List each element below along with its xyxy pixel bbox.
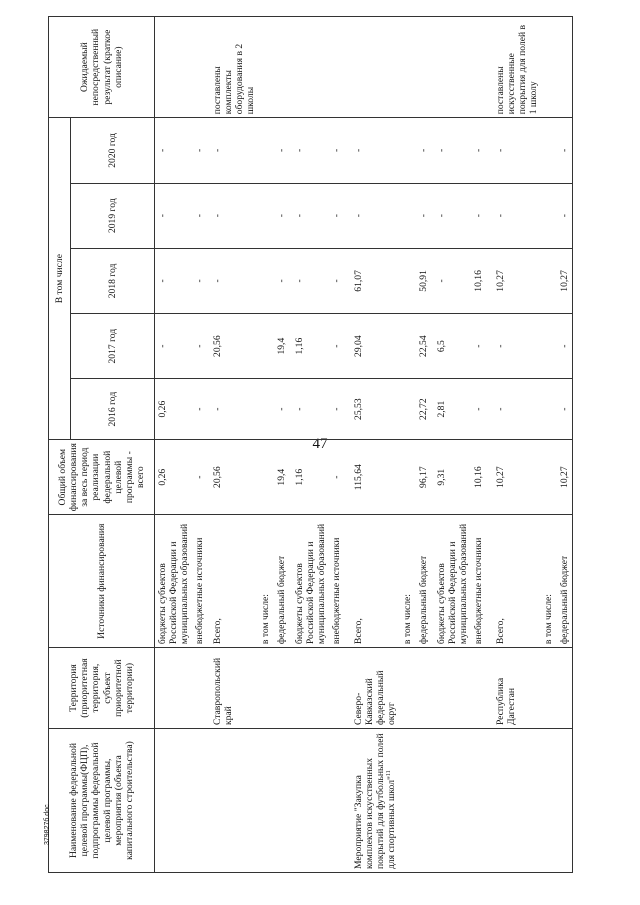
cell-total: 96,17: [416, 440, 434, 515]
cell-y2019: -: [557, 183, 573, 248]
cell-y2017: [258, 314, 274, 379]
cell-program: [416, 729, 434, 873]
table-row: [541, 17, 557, 873]
cell-y2018: [258, 248, 274, 313]
cell-total: 10,27: [557, 440, 573, 515]
header-2016: 2016 год: [71, 379, 155, 440]
cell-total: [258, 440, 274, 515]
cell-program: [541, 729, 557, 873]
cell-source: Всего,: [351, 515, 399, 648]
cell-y2020: -: [471, 118, 493, 183]
cell-y2020: [400, 118, 416, 183]
cell-territory: [155, 648, 193, 729]
cell-y2018: -: [210, 248, 258, 313]
footer-code: 379827б.doc: [44, 804, 51, 845]
cell-total: [400, 440, 416, 515]
cell-y2018: -: [155, 248, 193, 313]
table-row: [292, 17, 329, 873]
cell-source: федеральный бюджет: [557, 515, 573, 648]
cell-y2018: -: [274, 248, 292, 313]
cell-program: [471, 729, 493, 873]
cell-source: федеральный бюджет: [274, 515, 292, 648]
cell-y2016: -: [274, 379, 292, 440]
cell-y2016: [541, 379, 557, 440]
cell-y2018: -: [292, 248, 329, 313]
cell-result: поставлены комплекты оборудования в 2 школы: [210, 17, 258, 118]
cell-y2020: -: [155, 118, 193, 183]
cell-territory: [541, 648, 557, 729]
cell-territory: Северо-Кавказский федеральный округ: [351, 648, 399, 729]
table-row: [155, 17, 193, 873]
cell-source: в том числе:: [400, 515, 416, 648]
cell-result: поставлены искусственные покрытия для полей в 1 школу: [493, 17, 541, 118]
cell-territory: [434, 648, 471, 729]
cell-y2018: -: [192, 248, 210, 313]
cell-result: [192, 17, 210, 118]
cell-y2016: 0,26: [155, 379, 193, 440]
cell-territory: [471, 648, 493, 729]
cell-territory: [274, 648, 292, 729]
cell-y2017: -: [471, 314, 493, 379]
cell-y2016: -: [292, 379, 329, 440]
table-row: [471, 17, 493, 873]
cell-total: 20,56: [210, 440, 258, 515]
financing-table: [48, 16, 573, 873]
cell-y2017: -: [329, 314, 351, 379]
cell-y2020: -: [192, 118, 210, 183]
cell-total: [541, 440, 557, 515]
cell-total: 10,27: [493, 440, 541, 515]
cell-result: [434, 17, 471, 118]
cell-y2018: -: [434, 248, 471, 313]
table-row: [210, 17, 258, 873]
table-row: [274, 17, 292, 873]
cell-program: Мероприятие "Закупка комплектов искусственных покрытий для футбольных полей для спортивных школ"$^{11}$: [351, 729, 399, 873]
cell-y2020: [541, 118, 557, 183]
cell-y2016: -: [210, 379, 258, 440]
cell-y2019: [400, 183, 416, 248]
cell-y2019: -: [416, 183, 434, 248]
cell-program: [557, 729, 573, 873]
cell-y2016: -: [493, 379, 541, 440]
cell-y2019: -: [155, 183, 193, 248]
cell-program: [292, 729, 329, 873]
cell-y2019: -: [493, 183, 541, 248]
cell-y2019: [541, 183, 557, 248]
cell-territory: [258, 648, 274, 729]
table-row: [351, 17, 399, 873]
cell-territory: Республика Дагестан: [493, 648, 541, 729]
cell-y2020: -: [351, 118, 399, 183]
cell-total: 1,16: [292, 440, 329, 515]
cell-program: [155, 729, 193, 873]
cell-y2016: 2,81: [434, 379, 471, 440]
cell-result: [258, 17, 274, 118]
cell-y2017: [541, 314, 557, 379]
cell-y2020: [258, 118, 274, 183]
cell-source: внебюджетные источники: [471, 515, 493, 648]
cell-y2019: -: [192, 183, 210, 248]
cell-y2020: -: [329, 118, 351, 183]
cell-y2020: -: [274, 118, 292, 183]
cell-result: [416, 17, 434, 118]
cell-y2019: -: [210, 183, 258, 248]
cell-y2016: -: [192, 379, 210, 440]
cell-y2017: -: [155, 314, 193, 379]
cell-total: 0,26: [155, 440, 193, 515]
cell-y2017: -: [493, 314, 541, 379]
cell-y2017: 1,16: [292, 314, 329, 379]
cell-source: внебюджетные источники: [192, 515, 210, 648]
table-row: [416, 17, 434, 873]
cell-y2019: -: [434, 183, 471, 248]
header-source: Источники финансирования: [49, 515, 155, 648]
cell-y2018: -: [329, 248, 351, 313]
cell-y2017: 19,4: [274, 314, 292, 379]
cell-y2019: -: [351, 183, 399, 248]
cell-source: бюджеты субъектов Российской Федерации и муниципальных образований: [434, 515, 471, 648]
cell-result: [274, 17, 292, 118]
cell-y2017: 22,54: [416, 314, 434, 379]
cell-y2017: -: [192, 314, 210, 379]
cell-source: внебюджетные источники: [329, 515, 351, 648]
cell-territory: [192, 648, 210, 729]
cell-y2018: 50,91: [416, 248, 434, 313]
cell-y2020: -: [493, 118, 541, 183]
table-row: [329, 17, 351, 873]
cell-y2016: 22,72: [416, 379, 434, 440]
cell-result: [292, 17, 329, 118]
cell-result: [541, 17, 557, 118]
cell-source: Всего,: [493, 515, 541, 648]
cell-source: федеральный бюджет: [416, 515, 434, 648]
cell-y2016: 25,53: [351, 379, 399, 440]
cell-total: -: [329, 440, 351, 515]
cell-y2020: -: [557, 118, 573, 183]
cell-y2017: 29,04: [351, 314, 399, 379]
cell-total: 19,4: [274, 440, 292, 515]
cell-y2019: [258, 183, 274, 248]
cell-territory: [329, 648, 351, 729]
cell-y2020: -: [210, 118, 258, 183]
table-body: [155, 17, 573, 873]
cell-y2018: 10,27: [557, 248, 573, 313]
cell-source: в том числе:: [258, 515, 274, 648]
cell-territory: [292, 648, 329, 729]
cell-y2017: [400, 314, 416, 379]
cell-program: [493, 729, 541, 873]
cell-program: [434, 729, 471, 873]
table-row: [400, 17, 416, 873]
header-2018: 2018 год: [71, 248, 155, 313]
table-row: [192, 17, 210, 873]
footnote-marker: 11: [386, 770, 393, 777]
cell-result: [557, 17, 573, 118]
cell-result: [400, 17, 416, 118]
header-2017: 2017 год: [71, 314, 155, 379]
cell-y2020: -: [292, 118, 329, 183]
cell-program: [400, 729, 416, 873]
cell-result: [155, 17, 193, 118]
cell-program: [274, 729, 292, 873]
cell-y2020: -: [416, 118, 434, 183]
cell-source: в том числе:: [541, 515, 557, 648]
header-total: Общий объем финансирования за весь период реализации федеральной целевой программы - всего: [49, 440, 155, 515]
cell-result: [471, 17, 493, 118]
header-program: Наименование федеральной целевой программы(ФЦП), подпрограммы федеральной целевой программы, мероприятия (объекта капитального строительства): [49, 729, 155, 873]
cell-y2018: 10,27: [493, 248, 541, 313]
cell-territory: [400, 648, 416, 729]
cell-total: 115,64: [351, 440, 399, 515]
header-2020: 2020 год: [71, 118, 155, 183]
cell-y2020: -: [434, 118, 471, 183]
cell-y2018: [400, 248, 416, 313]
header-territory: Территория (приоритетная территория, субъект приоритетной территории): [49, 648, 155, 729]
cell-source: бюджеты субъектов Российской Федерации и муниципальных образований: [155, 515, 193, 648]
header-result: Ожидаемый непосредственный результат (краткое описание): [49, 17, 155, 118]
cell-program: [258, 729, 274, 873]
cell-program: [210, 729, 258, 873]
cell-y2017: 20,56: [210, 314, 258, 379]
cell-y2018: 10,16: [471, 248, 493, 313]
cell-program: [192, 729, 210, 873]
cell-source: бюджеты субъектов Российской Федерации и муниципальных образований: [292, 515, 329, 648]
page-number: 47: [312, 436, 328, 452]
table-row: [557, 17, 573, 873]
cell-y2017: -: [557, 314, 573, 379]
cell-y2016: -: [557, 379, 573, 440]
cell-result: [329, 17, 351, 118]
cell-y2017: 6,5: [434, 314, 471, 379]
cell-total: -: [192, 440, 210, 515]
table-row: [434, 17, 471, 873]
cell-territory: [557, 648, 573, 729]
table-row: [258, 17, 274, 873]
cell-total: 9,31: [434, 440, 471, 515]
cell-total: 10,16: [471, 440, 493, 515]
cell-y2016: [258, 379, 274, 440]
cell-y2016: [400, 379, 416, 440]
header-including: В том числе: [49, 118, 71, 440]
cell-territory: [416, 648, 434, 729]
cell-y2016: -: [471, 379, 493, 440]
cell-source: Всего,: [210, 515, 258, 648]
cell-y2018: 61,07: [351, 248, 399, 313]
cell-y2019: -: [329, 183, 351, 248]
cell-y2019: -: [471, 183, 493, 248]
cell-y2016: -: [329, 379, 351, 440]
cell-program: [329, 729, 351, 873]
financing-table-container: [48, 16, 570, 873]
table-row: [493, 17, 541, 873]
header-2019: 2019 год: [71, 183, 155, 248]
cell-y2019: -: [274, 183, 292, 248]
cell-y2018: [541, 248, 557, 313]
cell-territory: Ставропольский край: [210, 648, 258, 729]
cell-result: [351, 17, 399, 118]
cell-y2019: -: [292, 183, 329, 248]
